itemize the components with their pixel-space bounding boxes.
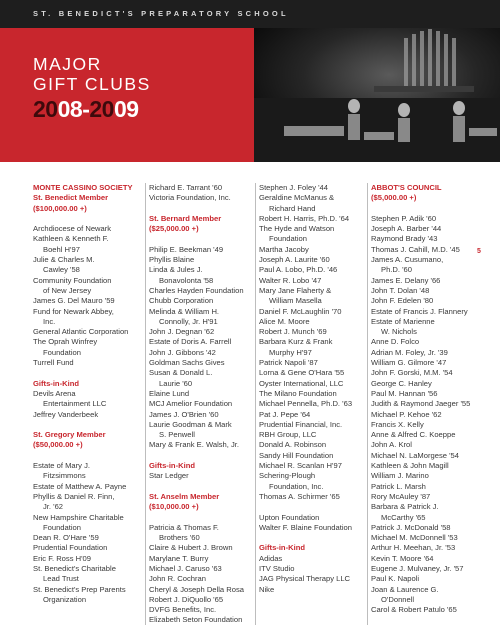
donor-name: Estate of Doris A. Farrell: [149, 337, 232, 347]
concert-photo-image: [254, 28, 500, 162]
donor-name: Robert J. DiQuollo '65: [149, 594, 224, 604]
spacer: [149, 234, 267, 244]
donor-name: Victoria Foundation, Inc.: [149, 193, 231, 203]
page-number: 5: [477, 248, 481, 255]
year-part: 09: [113, 96, 139, 122]
donor-name: Michael N. LaMorgese '54: [371, 450, 459, 460]
donor-name: Charles Hayden Foundation: [149, 285, 244, 295]
donor-name: W. Nichols: [381, 327, 417, 337]
donor-name: Sandy Hill Foundation: [259, 450, 334, 460]
column-rule: [145, 183, 146, 625]
donor-name: John F. Edelen '80: [371, 296, 434, 306]
donor-name: Adrian M. Foley, Jr. '39: [371, 347, 448, 357]
donor-name: Eric F. Ross H'09: [33, 553, 91, 563]
page-title-line-2: GIFT CLUBS: [33, 74, 151, 94]
donor-name: John T. Dolan '48: [371, 285, 430, 295]
donor-name: Eugene J. Mulvaney, Jr. '57: [371, 563, 464, 573]
donor-name: Patrick J. McDonald '58: [371, 522, 451, 532]
donor-name: Stephen J. Foley '44: [259, 183, 328, 192]
donor-name: William Masella: [269, 296, 322, 306]
donor-column-1: [33, 183, 151, 605]
donor-name: Patricia & Thomas F.: [149, 522, 219, 532]
donor-name: William J. Marino: [371, 471, 429, 481]
donor-name: Barbara Kurz & Frank: [259, 337, 333, 347]
donor-name: Paul A. Lobo, Ph.D. '46: [259, 265, 338, 275]
donor-name: Murphy H'97: [269, 347, 312, 357]
membership-level: St. Gregory Member: [33, 430, 106, 440]
spacer: [33, 214, 151, 224]
donor-name: RBH Group, LLC: [259, 430, 317, 440]
donor-name: Kevin T. Moore '64: [371, 553, 434, 563]
donor-name: Michael Pennella, Ph.D. '63: [259, 399, 353, 409]
donor-name: Anne D. Folco: [371, 337, 420, 347]
donor-name: Connolly, Jr. H'91: [159, 316, 218, 326]
donor-name: Foundation: [269, 234, 307, 244]
spacer: [259, 533, 377, 543]
donor-name: Fitzsimmons: [43, 471, 86, 481]
donor-name: Elaine Lund: [149, 388, 190, 398]
donor-name: Turrell Fund: [33, 358, 74, 368]
donor-name: Kathleen & John Magill: [371, 461, 449, 471]
spacer: [371, 204, 489, 214]
year-part: 08: [57, 96, 83, 122]
donor-name: Michael R. Scanlan H'97: [259, 461, 342, 471]
donor-name: Michael P. Kehoe '62: [371, 409, 442, 419]
donor-name: Ph.D. '60: [381, 265, 412, 275]
donor-name: Richard Hand: [269, 203, 316, 213]
donor-name: Jr. '62: [43, 502, 64, 512]
donor-name: The Oprah Winfrey: [33, 337, 98, 347]
donor-name: Schering-Plough: [259, 471, 316, 481]
donor-name: Kathleen & Kenneth F.: [33, 234, 109, 244]
donor-name: St. Benedict's Prep Parents: [33, 584, 126, 594]
school-name: ST. BENEDICT'S PREPARATORY SCHOOL: [33, 9, 289, 18]
donor-name: Prudential Financial, Inc.: [259, 419, 343, 429]
donor-name: Pat J. Pepe '64: [259, 409, 311, 419]
donor-name: Inc.: [43, 316, 56, 326]
donor-name: Entertainment LLC: [43, 399, 107, 409]
society-heading: MONTE CASSINO SOCIETY: [33, 183, 133, 192]
donor-name: Star Ledger: [149, 471, 189, 481]
society-heading: ABBOT'S COUNCIL: [371, 183, 442, 192]
donor-name: Community Foundation: [33, 275, 112, 285]
donor-column-4: [371, 183, 489, 615]
membership-level: Gifts-in-Kind: [259, 543, 305, 553]
donor-name: Estate of Marienne: [371, 316, 435, 326]
donor-name: Michael J. Caruso '63: [149, 563, 222, 573]
donor-name: St. Benedict's Charitable: [33, 563, 116, 573]
donor-name: Estate of Francis J. Flannery: [371, 306, 468, 316]
donor-name: ITV Studio: [259, 563, 295, 573]
donor-name: Joan & Laurence G.: [371, 584, 439, 594]
donor-name: James E. Delany '66: [371, 275, 441, 285]
donor-name: William G. Gilmore '47: [371, 358, 447, 368]
donor-name: Phyllis Blaine: [149, 255, 195, 265]
spacer: [33, 451, 151, 461]
donor-name: of New Jersey: [43, 285, 92, 295]
donor-name: General Atlantic Corporation: [33, 327, 129, 337]
column-rule: [367, 183, 368, 625]
donor-name: George C. Hanley: [371, 378, 432, 388]
donor-column-3: [259, 183, 377, 595]
spacer: [149, 204, 267, 214]
membership-level: Gifts-in-Kind: [149, 461, 195, 471]
donor-column-2: [149, 183, 267, 626]
page-title-line-1: MAJOR: [33, 54, 102, 74]
year-part: 20: [33, 96, 58, 122]
donor-name: MCJ Amelior Foundation: [149, 399, 233, 409]
donor-name: Foundation: [43, 522, 81, 532]
donor-name: Robert J. Munch '69: [259, 327, 327, 337]
donor-name: Bonavolonta '58: [159, 275, 214, 285]
donor-name: DVFG Benefits, Inc.: [149, 605, 217, 615]
donor-name: Boehl H'97: [43, 244, 80, 254]
donor-name: Adidas: [259, 553, 283, 563]
donor-name: John J. Gibbons '42: [149, 347, 216, 357]
donor-name: John R. Cochran: [149, 574, 206, 584]
donor-name: Walter R. Lobo '47: [259, 275, 322, 285]
donor-name: Organization: [43, 594, 87, 604]
donor-name: Anne & Alfred C. Koeppe: [371, 430, 456, 440]
spacer: [33, 420, 151, 430]
donor-name: Upton Foundation: [259, 512, 320, 522]
donor-name: Paul K. Napoli: [371, 574, 420, 584]
donor-name: Jeffrey Vanderbeek: [33, 409, 99, 419]
membership-level: ($50,000.00 +): [33, 440, 83, 450]
year-part: -: [82, 96, 90, 122]
donor-name: Raymond Brady '43: [371, 234, 438, 244]
donor-name: Richard E. Tarrant '60: [149, 183, 223, 192]
donor-name: The Hyde and Watson: [259, 224, 335, 234]
donor-name: Joseph A. Laurite '60: [259, 255, 330, 265]
donor-name: Fund for Newark Abbey,: [33, 306, 114, 316]
donor-name: Geraldine McManus &: [259, 193, 335, 203]
donor-name: James A. Cusumano,: [371, 255, 444, 265]
donor-name: Elizabeth Seton Foundation: [149, 615, 243, 625]
donor-name: Julie & Charles M.: [33, 255, 95, 265]
header-bar: [0, 0, 500, 28]
donor-name: Brothers '60: [159, 533, 200, 543]
donor-name: Foundation: [43, 347, 81, 357]
divider-band: [0, 162, 500, 168]
donor-name: JAG Physical Therapy LLC: [259, 574, 351, 584]
donor-name: Patrick Napoli '87: [259, 358, 318, 368]
donor-name: Oyster International, LLC: [259, 378, 344, 388]
donor-name: Chubb Corporation: [149, 296, 214, 306]
donor-name: Daniel F. McLaughlin '70: [259, 306, 342, 316]
donor-name: Goldman Sachs Gives: [149, 358, 225, 368]
donor-name: John F. Gorski, M.M. '54: [371, 368, 453, 378]
donor-name: James J. O'Brien '60: [149, 409, 219, 419]
donor-name: Patrick L. Marsh: [371, 481, 426, 491]
membership-level: ($5,000.00 +): [371, 193, 417, 203]
donor-name: Devils Arena: [33, 388, 76, 398]
membership-level: St. Benedict Member: [33, 193, 109, 203]
donor-name: Francis X. Kelly: [371, 419, 424, 429]
donor-name: James G. Del Mauro '59: [33, 296, 115, 306]
donor-name: Stephen P. Adik '60: [371, 213, 437, 223]
donor-name: Barbara & Patrick J.: [371, 502, 439, 512]
donor-name: Donald A. Robinson: [259, 440, 327, 450]
donor-name: Alice M. Moore: [259, 316, 310, 326]
donor-name: Linda & Jules J.: [149, 265, 203, 275]
donor-name: Carol & Robert Patulo '65: [371, 605, 457, 615]
spacer: [33, 368, 151, 378]
donor-name: The Milano Foundation: [259, 388, 337, 398]
donor-name: Melinda & William H.: [149, 306, 220, 316]
spacer: [149, 513, 267, 523]
donor-name: Phyllis & Daniel R. Finn,: [33, 491, 115, 501]
year-part: 20: [89, 96, 114, 122]
donor-name: O'Donnell: [381, 594, 415, 604]
donor-name: Cawley '58: [43, 265, 80, 275]
membership-level: Gifts-in-Kind: [33, 378, 79, 388]
spacer: [259, 502, 377, 512]
donor-name: Mary Jane Flaherty &: [259, 285, 332, 295]
donor-name: S. Penwell: [159, 430, 195, 440]
fiscal-year: [33, 96, 139, 123]
donor-name: Estate of Mary J.: [33, 461, 90, 471]
donor-name: John J. Degnan '62: [149, 327, 215, 337]
donor-name: Walter F. Blaine Foundation: [259, 522, 353, 532]
column-rule: [255, 183, 256, 625]
donor-name: John A. Krol: [371, 440, 412, 450]
donor-name: Robert H. Harris, Ph.D. '64: [259, 213, 350, 223]
donor-name: Joseph A. Barber '44: [371, 224, 442, 234]
title-panel: [0, 28, 254, 162]
donor-name: Martha Jacoby: [259, 244, 309, 254]
donor-name: Laurie '60: [159, 378, 193, 388]
donor-name: Cheryl & Joseph Della Rosa: [149, 584, 244, 594]
concert-photo: [254, 28, 500, 162]
donor-name: McCarthy '65: [381, 512, 426, 522]
donor-name: Estate of Matthew A. Payne: [33, 481, 127, 491]
donor-name: Nike: [259, 584, 275, 594]
membership-level: St. Anselm Member: [149, 491, 220, 501]
donor-name: Lead Trust: [43, 574, 79, 584]
donor-name: Rory McAuley '87: [371, 491, 431, 501]
donor-name: Prudential Foundation: [33, 543, 108, 553]
membership-level: St. Bernard Member: [149, 213, 222, 223]
donor-name: Mary & Frank E. Walsh, Jr.: [149, 440, 240, 450]
spacer: [149, 482, 267, 492]
donor-name: Claire & Hubert J. Brown: [149, 543, 233, 553]
donor-name: Thomas J. Cahill, M.D. '45: [371, 244, 460, 254]
donor-name: Laurie Goodman & Mark: [149, 419, 232, 429]
donor-name: Dean R. O'Hare '59: [33, 533, 99, 543]
donor-name: Paul M. Hannan '56: [371, 388, 438, 398]
donor-name: Michael M. McDonnell '53: [371, 533, 458, 543]
donor-name: Thomas A. Schirmer '65: [259, 491, 340, 501]
page-title: [33, 54, 151, 94]
spacer: [149, 451, 267, 461]
donor-name: Arthur H. Meehan, Jr. '53: [371, 543, 456, 553]
donor-name: Judith & Raymond Jaeger '55: [371, 399, 471, 409]
membership-level: ($10,000.00 +): [149, 502, 199, 512]
donor-name: Philip E. Beekman '49: [149, 244, 224, 254]
membership-level: ($25,000.00 +): [149, 224, 199, 234]
membership-level: ($100,000.00 +): [33, 203, 87, 213]
donor-name: Archdiocese of Newark: [33, 224, 112, 234]
donor-name: Susan & Donald L.: [149, 368, 213, 378]
donor-name: Marylane T. Burry: [149, 553, 209, 563]
donor-name: Lorna & Gene O'Hara '55: [259, 368, 345, 378]
donor-name: Foundation, Inc.: [269, 481, 324, 491]
donor-name: New Hampshire Charitable: [33, 512, 124, 522]
donor-columns: [33, 183, 493, 625]
